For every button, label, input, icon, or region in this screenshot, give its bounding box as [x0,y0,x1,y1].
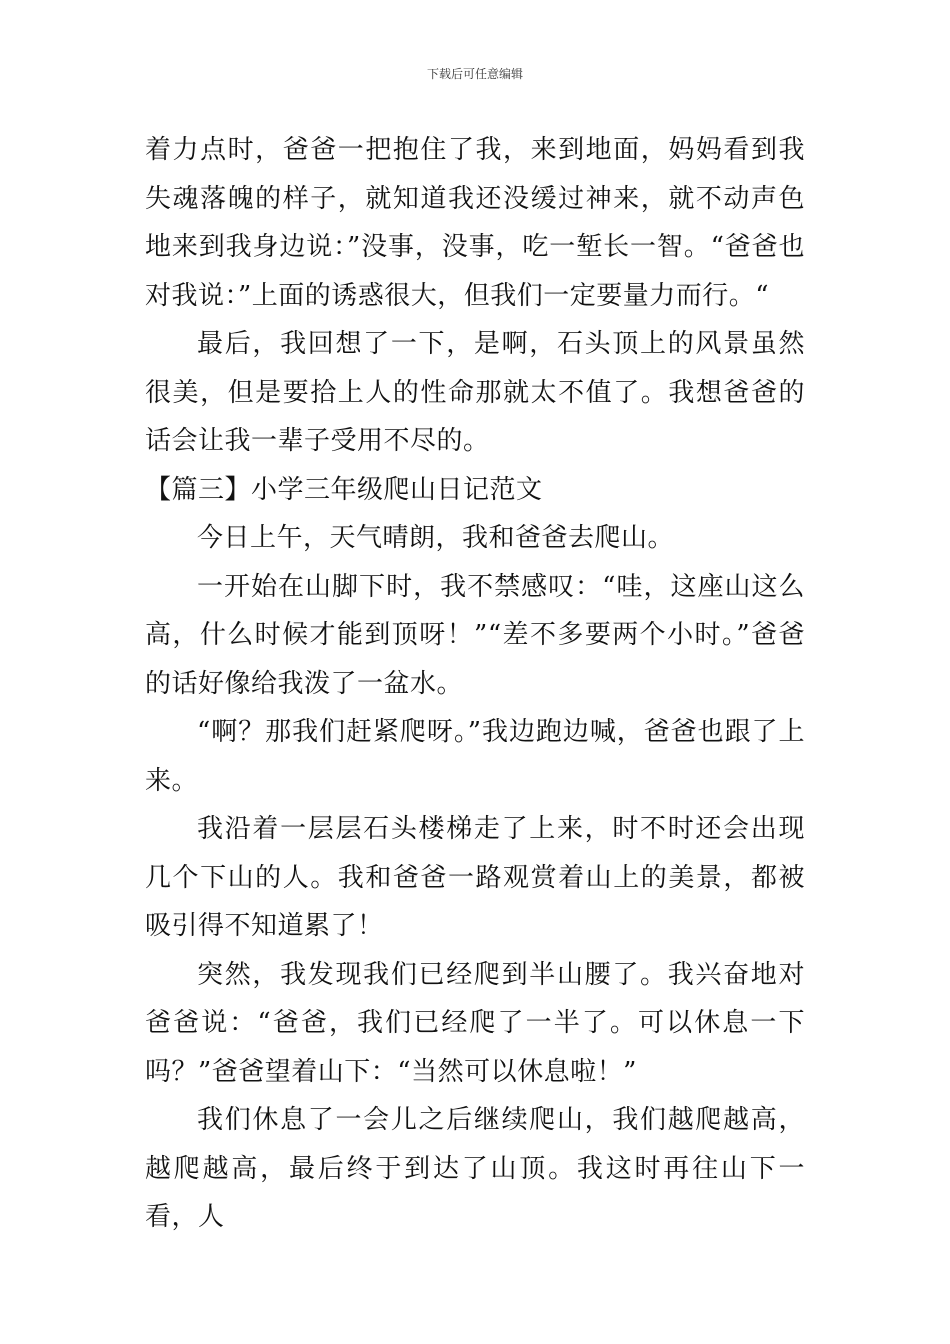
section-heading: 【篇三】小学三年级爬山日记范文 [145,474,543,505]
paragraph: 最后，我回想了一下，是啊，石头顶上的风景虽然很美，但是要拾上人的性命那就太不值了。我想爸爸的话会让我一辈子受用不尽的。 [145,329,805,456]
paragraph: “啊？那我们赶紧爬呀。”我边跑边喊，爸爸也跟了上来。 [145,717,805,796]
paragraph: 突然，我发现我们已经爬到半山腰了。我兴奋地对爸爸说：“爸爸，我们已经爬了一半了。可以休息一下吗？”爸爸望着山下：“当然可以休息啦！” [145,959,805,1087]
paragraph: 我们休息了一会儿之后继续爬山，我们越爬越高，越爬越高，最后终于到达了山顶。我这时再往山下一看，人 [145,1105,805,1232]
paragraph: 我沿着一层层石头楼梯走了上来，时不时还会出现几个下山的人。我和爸爸一路观赏着山上的美景，都被吸引得不知道累了！ [145,814,805,941]
page-header: 下载后可任意编辑 [426,67,523,81]
document-body [145,126,805,1242]
paragraph: 今日上午，天气晴朗，我和爸爸去爬山。 [197,523,675,553]
paragraph-continuation: 着力点时，爸爸一把抱住了我，来到地面，妈妈看到我失魂落魄的样子，就知道我还没缓过神来，就不动声色地来到我身边说：”没事，没事，吃一堑长一智。“爸爸也对我说：”上面的诱惑很大，但我们一定要量力而行。“ [145,135,805,311]
paragraph: 一开始在山脚下时，我不禁感叹：“哇，这座山这么高，什么时候才能到顶呀！”“差不多要两个小时。”爸爸的话好像给我泼了一盆水。 [145,571,805,699]
